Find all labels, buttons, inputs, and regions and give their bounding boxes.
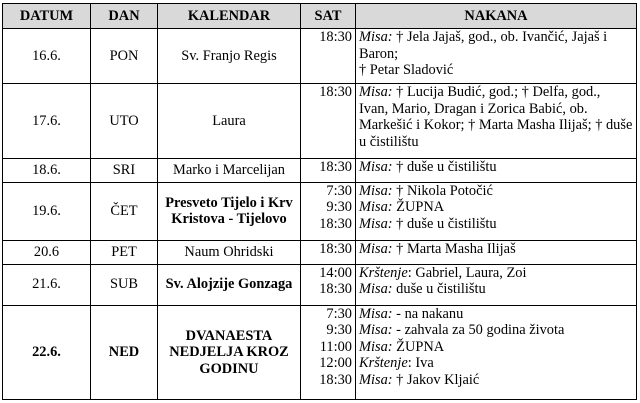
table-row	[3, 182, 637, 240]
intention-text: † duše u čistilištu	[392, 159, 497, 176]
intention-label: Misa:	[359, 159, 393, 176]
intention-text: : Gabriel, Laura, Zoi	[407, 264, 527, 281]
date-cell: 21.6.	[3, 264, 91, 305]
intention-text: : Iva	[407, 355, 434, 372]
day-cell: NED	[91, 305, 158, 399]
calendar-cell	[158, 29, 301, 84]
time-entry: 18:30	[319, 281, 352, 298]
day-cell: PON	[91, 29, 158, 84]
intention-label: Krštenje	[359, 264, 408, 281]
time-entry: 11:00	[319, 338, 352, 355]
intention-entry	[359, 339, 633, 356]
header-time: SAT	[301, 4, 356, 29]
calendar-cell	[158, 264, 301, 305]
intention-text: duše u čistilištu	[392, 281, 486, 298]
header-date: DATUM	[3, 4, 91, 29]
intention-entry	[359, 159, 633, 176]
time-entry: 14:00	[319, 264, 352, 281]
intention-text: † Nikola Potočić	[392, 182, 493, 199]
date-cell: 20.6	[3, 241, 91, 265]
date-cell: 16.6.	[3, 29, 91, 84]
intention-cell	[356, 159, 637, 183]
intention-text: † Jakov Kljaić	[392, 371, 480, 388]
time-cell	[301, 182, 356, 240]
time-cell	[301, 84, 356, 159]
time-entry: 7:30	[326, 305, 352, 322]
date-cell: 19.6.	[3, 182, 91, 240]
intention-entry	[359, 29, 633, 62]
time-entry: 18:30	[319, 159, 352, 176]
intention-entry	[359, 62, 633, 79]
header-calendar: KALENDAR	[158, 4, 301, 29]
time-entry: 9:30	[326, 199, 352, 216]
time-cell	[301, 159, 356, 183]
intention-label: Misa:	[359, 338, 393, 355]
time-cell	[301, 241, 356, 265]
time-entry: 18:30	[319, 241, 352, 258]
date-cell: 17.6.	[3, 84, 91, 159]
intention-entry	[359, 281, 633, 298]
intention-label: Misa:	[359, 371, 393, 388]
time-cell	[301, 29, 356, 84]
time-entry: 9:30	[326, 322, 352, 339]
intention-entry	[359, 216, 633, 233]
calendar-text: Marko i Marcelijan	[173, 162, 285, 179]
intention-cell	[356, 305, 637, 399]
calendar-cell	[158, 241, 301, 265]
day-cell: PET	[91, 241, 158, 265]
intention-label: Misa:	[359, 322, 393, 339]
time-entry: 18:30	[319, 215, 352, 232]
table-row	[3, 84, 637, 159]
intention-entry	[359, 306, 633, 323]
calendar-cell	[158, 84, 301, 159]
intention-cell	[356, 182, 637, 240]
calendar-cell	[158, 159, 301, 183]
mass-schedule-table	[2, 3, 637, 400]
calendar-text: Laura	[212, 112, 246, 129]
intention-text: - zahvala za 50 godina života	[392, 322, 565, 339]
calendar-text: Sv. Alojzije Gonzaga	[165, 276, 293, 293]
intention-text: ŽUPNA	[392, 199, 445, 216]
time-entry: 18:30	[319, 29, 352, 45]
day-cell: SUB	[91, 264, 158, 305]
intention-label: Misa:	[359, 29, 393, 45]
table-row	[3, 305, 637, 399]
intention-cell	[356, 84, 637, 159]
intention-entry	[359, 183, 633, 200]
header-day: DAN	[91, 4, 158, 29]
time-entry: 12:00	[319, 355, 352, 372]
intention-label: Misa:	[359, 84, 393, 101]
calendar-text: Presveto Tijelo i Krv Kristova - Tijelovo	[165, 194, 293, 228]
date-cell: 18.6.	[3, 159, 91, 183]
time-cell	[301, 264, 356, 305]
intention-cell	[356, 264, 637, 305]
header-row	[3, 4, 637, 29]
intention-text: † Lucija Budić, god.; † Delfa, god., Ivan, Mario, Dragan i Zorica Babić, ob. Markešić i Kokor; † Marta Masha Ilijaš; † duše u čistilištu	[359, 84, 633, 150]
intention-text: - na nakanu	[392, 305, 464, 322]
calendar-cell	[158, 182, 301, 240]
table-row	[3, 264, 637, 305]
intention-entry	[359, 84, 633, 150]
intention-cell	[356, 29, 637, 84]
calendar-text: Sv. Franjo Regis	[181, 47, 277, 64]
calendar-text: DVANAESTA NEDJELJA KROZ GODINU	[169, 327, 289, 377]
table-row	[3, 241, 637, 265]
day-cell: UTO	[91, 84, 158, 159]
calendar-cell	[158, 305, 301, 399]
intention-entry	[359, 372, 633, 389]
intention-entry	[359, 241, 633, 258]
table-row	[3, 29, 637, 84]
date-cell: 22.6.	[3, 305, 91, 399]
time-entry: 7:30	[326, 182, 352, 199]
intention-entry	[359, 265, 633, 282]
intention-cell	[356, 241, 637, 265]
intention-entry	[359, 199, 633, 216]
intention-label: Krštenje	[359, 355, 408, 372]
intention-label: Misa:	[359, 215, 393, 232]
table-row	[3, 159, 637, 183]
header-intention: NAKANA	[356, 4, 637, 29]
intention-label: Misa:	[359, 305, 393, 322]
intention-label: Misa:	[359, 281, 393, 298]
intention-label: Misa:	[359, 241, 393, 258]
day-cell: ČET	[91, 182, 158, 240]
intention-text: † Marta Masha Ilijaš	[392, 241, 516, 258]
intention-text: † Petar Sladović	[359, 62, 454, 78]
intention-entry	[359, 322, 633, 339]
day-cell: SRI	[91, 159, 158, 183]
time-cell	[301, 305, 356, 399]
time-entry: 18:30	[319, 371, 352, 388]
calendar-text: Naum Ohridski	[184, 244, 274, 261]
intention-text: ŽUPNA	[392, 338, 445, 355]
intention-text: † duše u čistilištu	[392, 215, 497, 232]
intention-label: Misa:	[359, 199, 393, 216]
intention-entry	[359, 355, 633, 372]
time-entry: 18:30	[319, 84, 352, 101]
intention-label: Misa:	[359, 182, 393, 199]
intention-text: † Jela Jajaš, god., ob. Ivančić, Jajaš i Baron;	[359, 29, 608, 62]
